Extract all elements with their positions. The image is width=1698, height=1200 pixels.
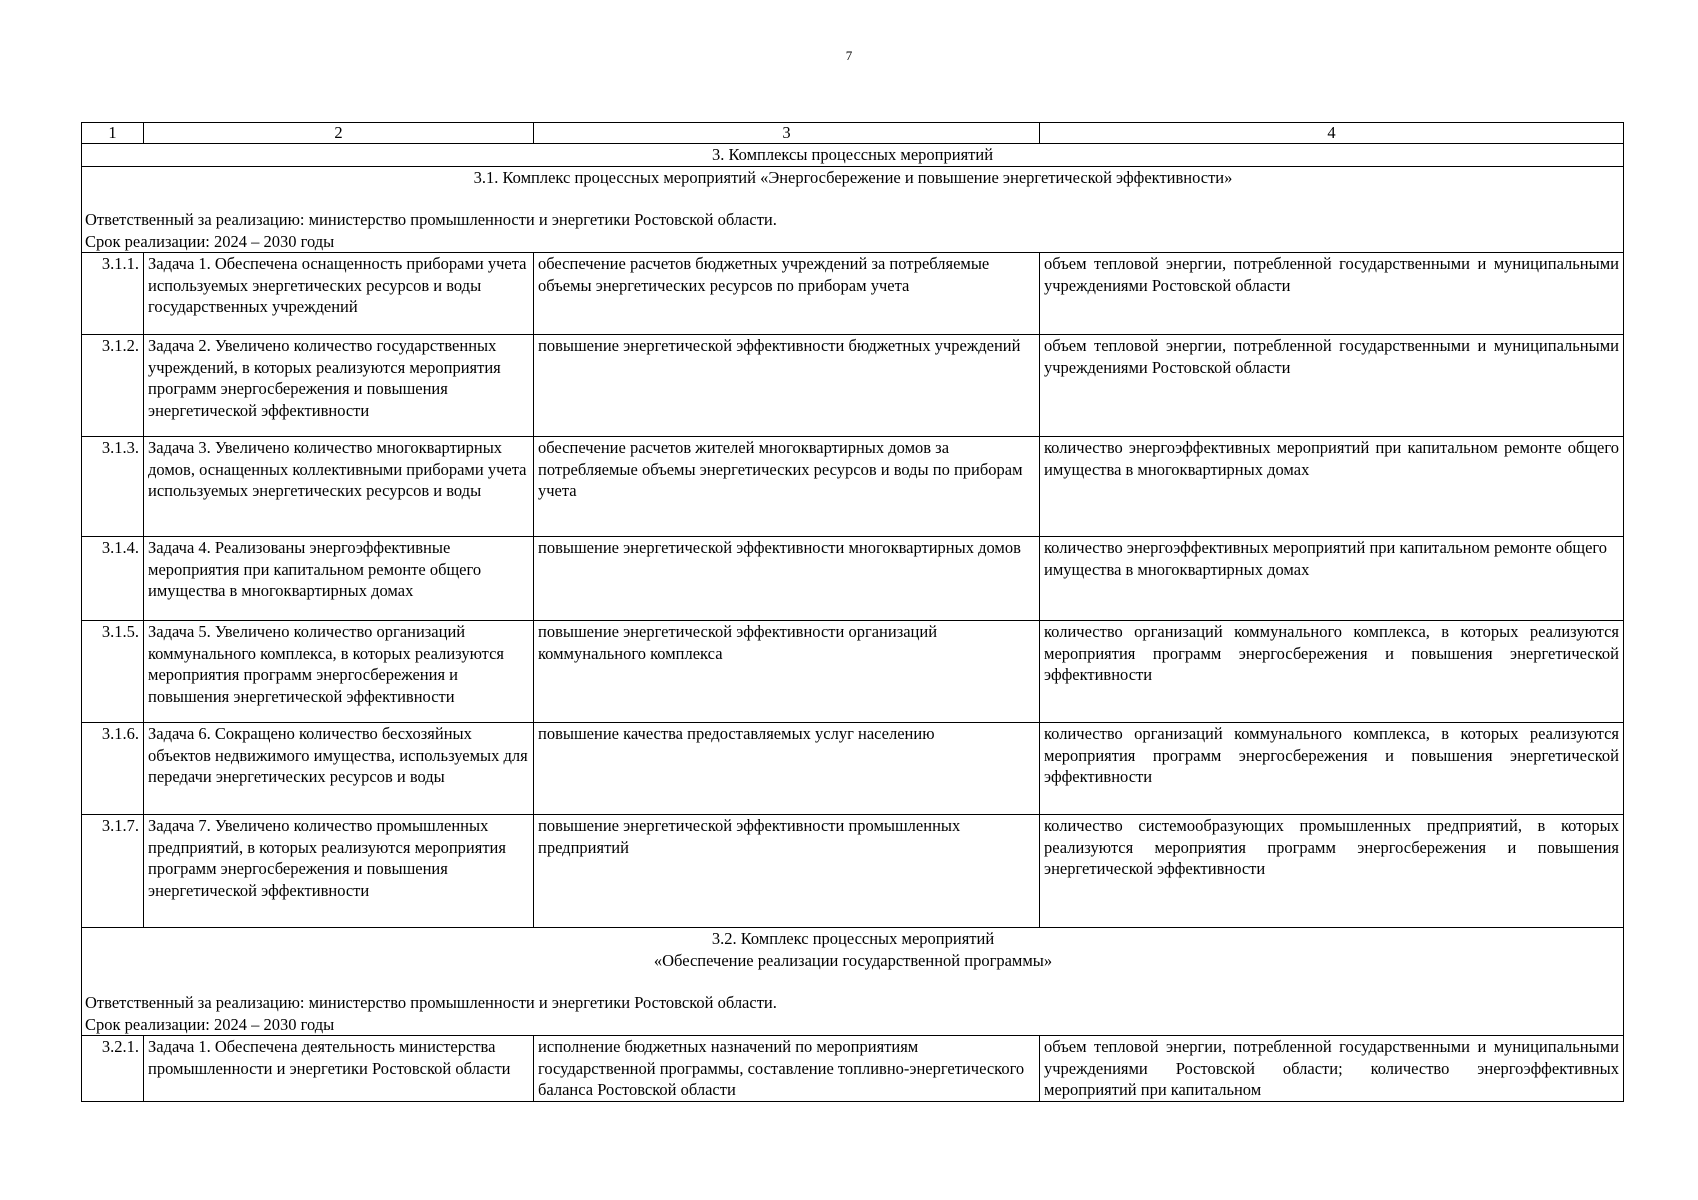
task-cell: Задача 5. Увеличено количество организаций коммунального комплекса, в которых реализуются мероприятия программ энергосбережения и повышения энергетической эффективности <box>144 621 534 723</box>
task-cell: Задача 1. Обеспечена оснащенность приборами учета используемых энергетических ресурсов и воды государственных учреждений <box>144 253 534 335</box>
complex-period: Срок реализации: 2024 – 2030 годы <box>85 231 335 251</box>
section-title: 3. Комплексы процессных мероприятий <box>82 144 1624 167</box>
effect-cell: повышение энергетической эффективности бюджетных учреждений <box>534 335 1040 437</box>
effect-cell: исполнение бюджетных назначений по мероприятиям государственной программы, составление топливно-энергетического баланса Ростовской области <box>534 1036 1040 1102</box>
complex-responsible: Ответственный за реализацию: министерство промышленности и энергетики Ростовской области. <box>85 993 777 1012</box>
task-cell: Задача 4. Реализованы энергоэффективные мероприятия при капитальном ремонте общего имущества в многоквартирных домах <box>144 537 534 621</box>
task-cell: Задача 3. Увеличено количество многоквартирных домов, оснащенных коллективными приборами учета используемых энергетических ресурсов и воды <box>144 437 534 537</box>
task-cell: Задача 1. Обеспечена деятельность министерства промышленности и энергетики Ростовской области <box>144 1036 534 1102</box>
row-number: 3.1.4. <box>82 537 144 621</box>
effect-cell: повышение энергетической эффективности многоквартирных домов <box>534 537 1040 621</box>
row-number: 3.1.7. <box>82 815 144 928</box>
row-number: 3.1.1. <box>82 253 144 335</box>
table-row <box>82 621 1624 723</box>
effect-cell: обеспечение расчетов бюджетных учреждений за потребляемые объемы энергетических ресурсов по приборам учета <box>534 253 1040 335</box>
indicator-cell: количество энергоэффективных мероприятий при капитальном ремонте общего имущества в многоквартирных домах <box>1040 437 1624 537</box>
indicator-cell: объем тепловой энергии, потребленной государственными и муниципальными учреждениями Ростовской области <box>1040 335 1624 437</box>
indicator-cell: объем тепловой энергии, потребленной государственными и муниципальными учреждениями Ростовской области; количество энергоэффективных мероприятий при капитальном <box>1040 1036 1624 1102</box>
complex-header-row <box>82 166 1624 253</box>
task-cell: Задача 2. Увеличено количество государственных учреждений, в которых реализуются мероприятия программ энергосбережения и повышения энергетической эффективности <box>144 335 534 437</box>
column-header: 4 <box>1040 123 1624 144</box>
complex-title: 3.1. Комплекс процессных мероприятий «Энергосбережение и повышение энергетической эффективности» <box>473 167 1233 187</box>
table-row <box>82 537 1624 621</box>
column-header: 2 <box>144 123 534 144</box>
indicator-cell: количество энергоэффективных мероприятий при капитальном ремонте общего имущества в многоквартирных домах <box>1040 537 1624 621</box>
complex-period: Срок реализации: 2024 – 2030 годы <box>85 1014 335 1034</box>
row-number: 3.1.2. <box>82 335 144 437</box>
table-row <box>82 723 1624 815</box>
complex-title: 3.2. Комплекс процессных мероприятий <box>711 929 995 948</box>
section-title-row <box>82 144 1624 167</box>
process-measures-table <box>81 122 1624 1102</box>
effect-cell: повышение качества предоставляемых услуг населению <box>534 723 1040 815</box>
effect-cell: повышение энергетической эффективности промышленных предприятий <box>534 815 1040 928</box>
effect-cell: обеспечение расчетов жителей многоквартирных домов за потребляемые объемы энергетических ресурсов и воды по приборам учета <box>534 437 1040 537</box>
table-row <box>82 437 1624 537</box>
complex-header-row <box>82 928 1624 1036</box>
indicator-cell: количество организаций коммунального комплекса, в которых реализуются мероприятия программ энергосбережения и повышения энергетической эффективности <box>1040 723 1624 815</box>
task-cell: Задача 7. Увеличено количество промышленных предприятий, в которых реализуются мероприятия программ энергосбережения и повышения энергетической эффективности <box>144 815 534 928</box>
indicator-cell: количество организаций коммунального комплекса, в которых реализуются мероприятия программ энергосбережения и повышения энергетической эффективности <box>1040 621 1624 723</box>
complex-responsible: Ответственный за реализацию: министерство промышленности и энергетики Ростовской области. <box>85 210 777 229</box>
column-number-row <box>82 123 1624 144</box>
table-row <box>82 1036 1624 1102</box>
row-number: 3.1.6. <box>82 723 144 815</box>
complex-title-subline: «Обеспечение реализации государственной программы» <box>653 950 1053 970</box>
column-header: 3 <box>534 123 1040 144</box>
row-number: 3.2.1. <box>82 1036 144 1102</box>
page-number: 7 <box>845 48 853 63</box>
task-cell: Задача 6. Сокращено количество бесхозяйных объектов недвижимого имущества, используемых для передачи энергетических ресурсов и воды <box>144 723 534 815</box>
indicator-cell: количество системообразующих промышленных предприятий, в которых реализуются мероприятия программ энергосбережения и повышения энергетической эффективности <box>1040 815 1624 928</box>
indicator-cell: объем тепловой энергии, потребленной государственными и муниципальными учреждениями Ростовской области <box>1040 253 1624 335</box>
table-row <box>82 815 1624 928</box>
table-row <box>82 335 1624 437</box>
row-number: 3.1.3. <box>82 437 144 537</box>
effect-cell: повышение энергетической эффективности организаций коммунального комплекса <box>534 621 1040 723</box>
table-row <box>82 253 1624 335</box>
column-header: 1 <box>82 123 144 144</box>
row-number: 3.1.5. <box>82 621 144 723</box>
